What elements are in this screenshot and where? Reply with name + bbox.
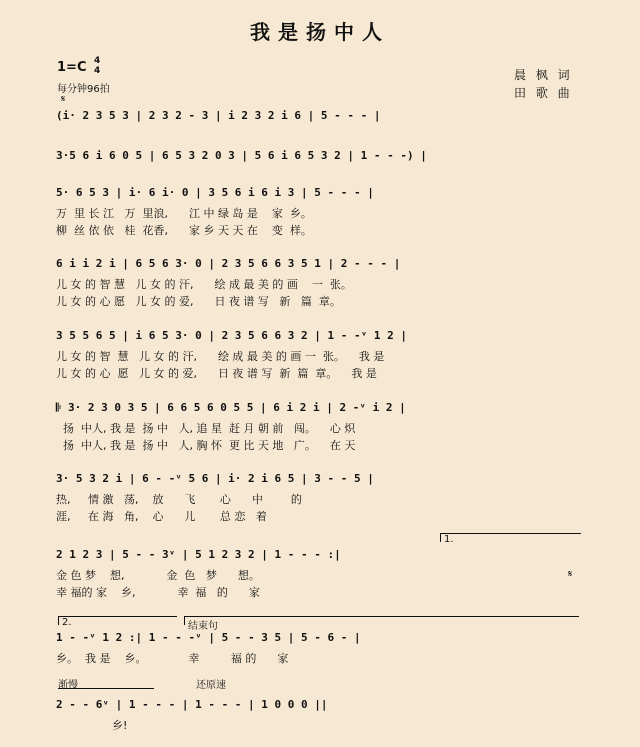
score-line xyxy=(56,183,580,243)
first-ending-bracket xyxy=(440,533,581,542)
score-line xyxy=(56,617,580,672)
time-signature: 4 4 xyxy=(94,56,101,76)
segno-sign: 𝄋 xyxy=(61,94,66,105)
lyricist-credit: 晨 枫 词 xyxy=(514,68,573,82)
first-ending-label: 1. xyxy=(444,534,454,545)
coda-label: 结束句 xyxy=(188,621,218,632)
second-ending-label: 2. xyxy=(62,617,72,628)
lyrics-verse-1: 儿 女 的 智 慧 儿 女 的 汗, 绘 成 最 美 的 画 一 张。 xyxy=(56,278,352,291)
score-line xyxy=(56,469,580,529)
segno-sign: 𝄋 xyxy=(568,569,573,580)
lyrics-verse-1: 万 里 长 江 万 里浪, 江 中 绿 岛 是 家 乡。 xyxy=(56,207,312,220)
notation-row: 6 i i 2 i | 6 5 6 3· 0 | 2 3 5 6 6 3 5 1 | 2 - - - | xyxy=(56,257,401,270)
score-line xyxy=(56,146,580,172)
notation-row: 3· 5 3 2 i | 6 - -ᵛ 5 6 | i· 2 i 6 5 | 3 - - 5 | xyxy=(56,472,374,485)
lyrics-verse-2: 涯, 在 海 角, 心 儿 总 恋 着 xyxy=(56,510,267,523)
lyrics-verse-2: 柳 丝 依 依 桂 花香, 家 乡 天 天 在 变 样。 xyxy=(56,224,312,237)
song-title: 我是扬中人 xyxy=(250,20,390,44)
lyrics-verse-1: 扬 中人, 我 是 扬 中 人, 追 星 赶 月 朝 前 闯。 心 炽 xyxy=(56,422,356,435)
score-line xyxy=(56,326,580,386)
lyrics-verse-2: 幸 福的 家 乡, 幸 福 的 家 xyxy=(56,586,260,599)
ritardando-line xyxy=(58,688,154,697)
score-line xyxy=(56,534,580,605)
tempo-marking: 每分钟96拍 xyxy=(57,84,110,95)
ritardando-marking: 渐慢 xyxy=(58,680,78,691)
score-line xyxy=(56,680,580,739)
notation-row: 2 - - 6ᵛ | 1 - - - | 1 - - - | 1 0 0 0 || xyxy=(56,698,328,711)
notation-row: 5· 6 5 3 | i· 6 i· 0 | 3 5 6 i 6 i 3 | 5 - - - | xyxy=(56,186,374,199)
lyrics-verse-1: 乡! xyxy=(56,719,128,732)
lyrics-verse-2: 扬 中人, 我 是 扬 中 人, 胸 怀 更 比 天 地 广。 在 天 xyxy=(56,439,356,452)
lyrics-verse-2: 儿 女 的 心 愿 儿 女 的 爱, 日 夜 谱 写 新 篇 章。 我 是 xyxy=(56,367,377,380)
notation-row: (i· 2 3 5 3 | 2 3 2 - 3 | i 2 3 2 i 6 | 5 - - - | xyxy=(56,109,381,122)
lyrics-verse-2: 儿 女 的 心 愿 儿 女 的 爱, 日 夜 谱 写 新 篇 章。 xyxy=(56,295,341,308)
lyrics-verse-1: 儿 女 的 智 慧 儿 女 的 汗, 绘 成 最 美 的 画 一 张。 我 是 xyxy=(56,350,385,363)
coda-bracket xyxy=(184,616,579,625)
notation-row: 3 5 5 6 5 | i 6 5 3· 0 | 2 3 5 6 6 3 2 | 1 - -ᵛ 1 2 | xyxy=(56,329,407,342)
lyrics-verse-1: 金 色 梦 想, 金 色 梦 想。 xyxy=(56,569,260,582)
lyrics-verse-1: 乡。 我 是 乡。 幸 福 的 家 xyxy=(56,652,289,665)
notation-row: 1 - -ᵛ 1 2 :| 1 - - -ᵛ | 5 - - 3 5 | 5 - 6 - | xyxy=(56,631,361,644)
score-line xyxy=(56,254,580,314)
key-signature: 1=C xyxy=(57,60,87,75)
second-ending-bracket xyxy=(58,616,177,625)
lyrics-verse-1: 热, 情 激 荡, 放 飞 心 中 的 xyxy=(56,493,302,506)
notation-row: 𝄆 3· 2 3 0 3 5 | 6 6 5 6 0 5 5 | 6 i 2 i | 2 -ᵛ i 2 | xyxy=(56,401,406,414)
notation-row: 2 1 2 3 | 5 - - 3ᵛ | 5 1 2 3 2 | 1 - - - :| xyxy=(56,548,341,561)
notation-row: 3·5 6 i 6 0 5 | 6 5 3 2 0 3 | 5 6 i 6 5 3 2 | 1 - - -) | xyxy=(56,149,427,162)
score-line xyxy=(56,398,580,458)
composer-credit: 田 歌 曲 xyxy=(514,86,573,100)
a-tempo-marking: 还原速 xyxy=(196,680,226,691)
score-line xyxy=(56,106,580,132)
